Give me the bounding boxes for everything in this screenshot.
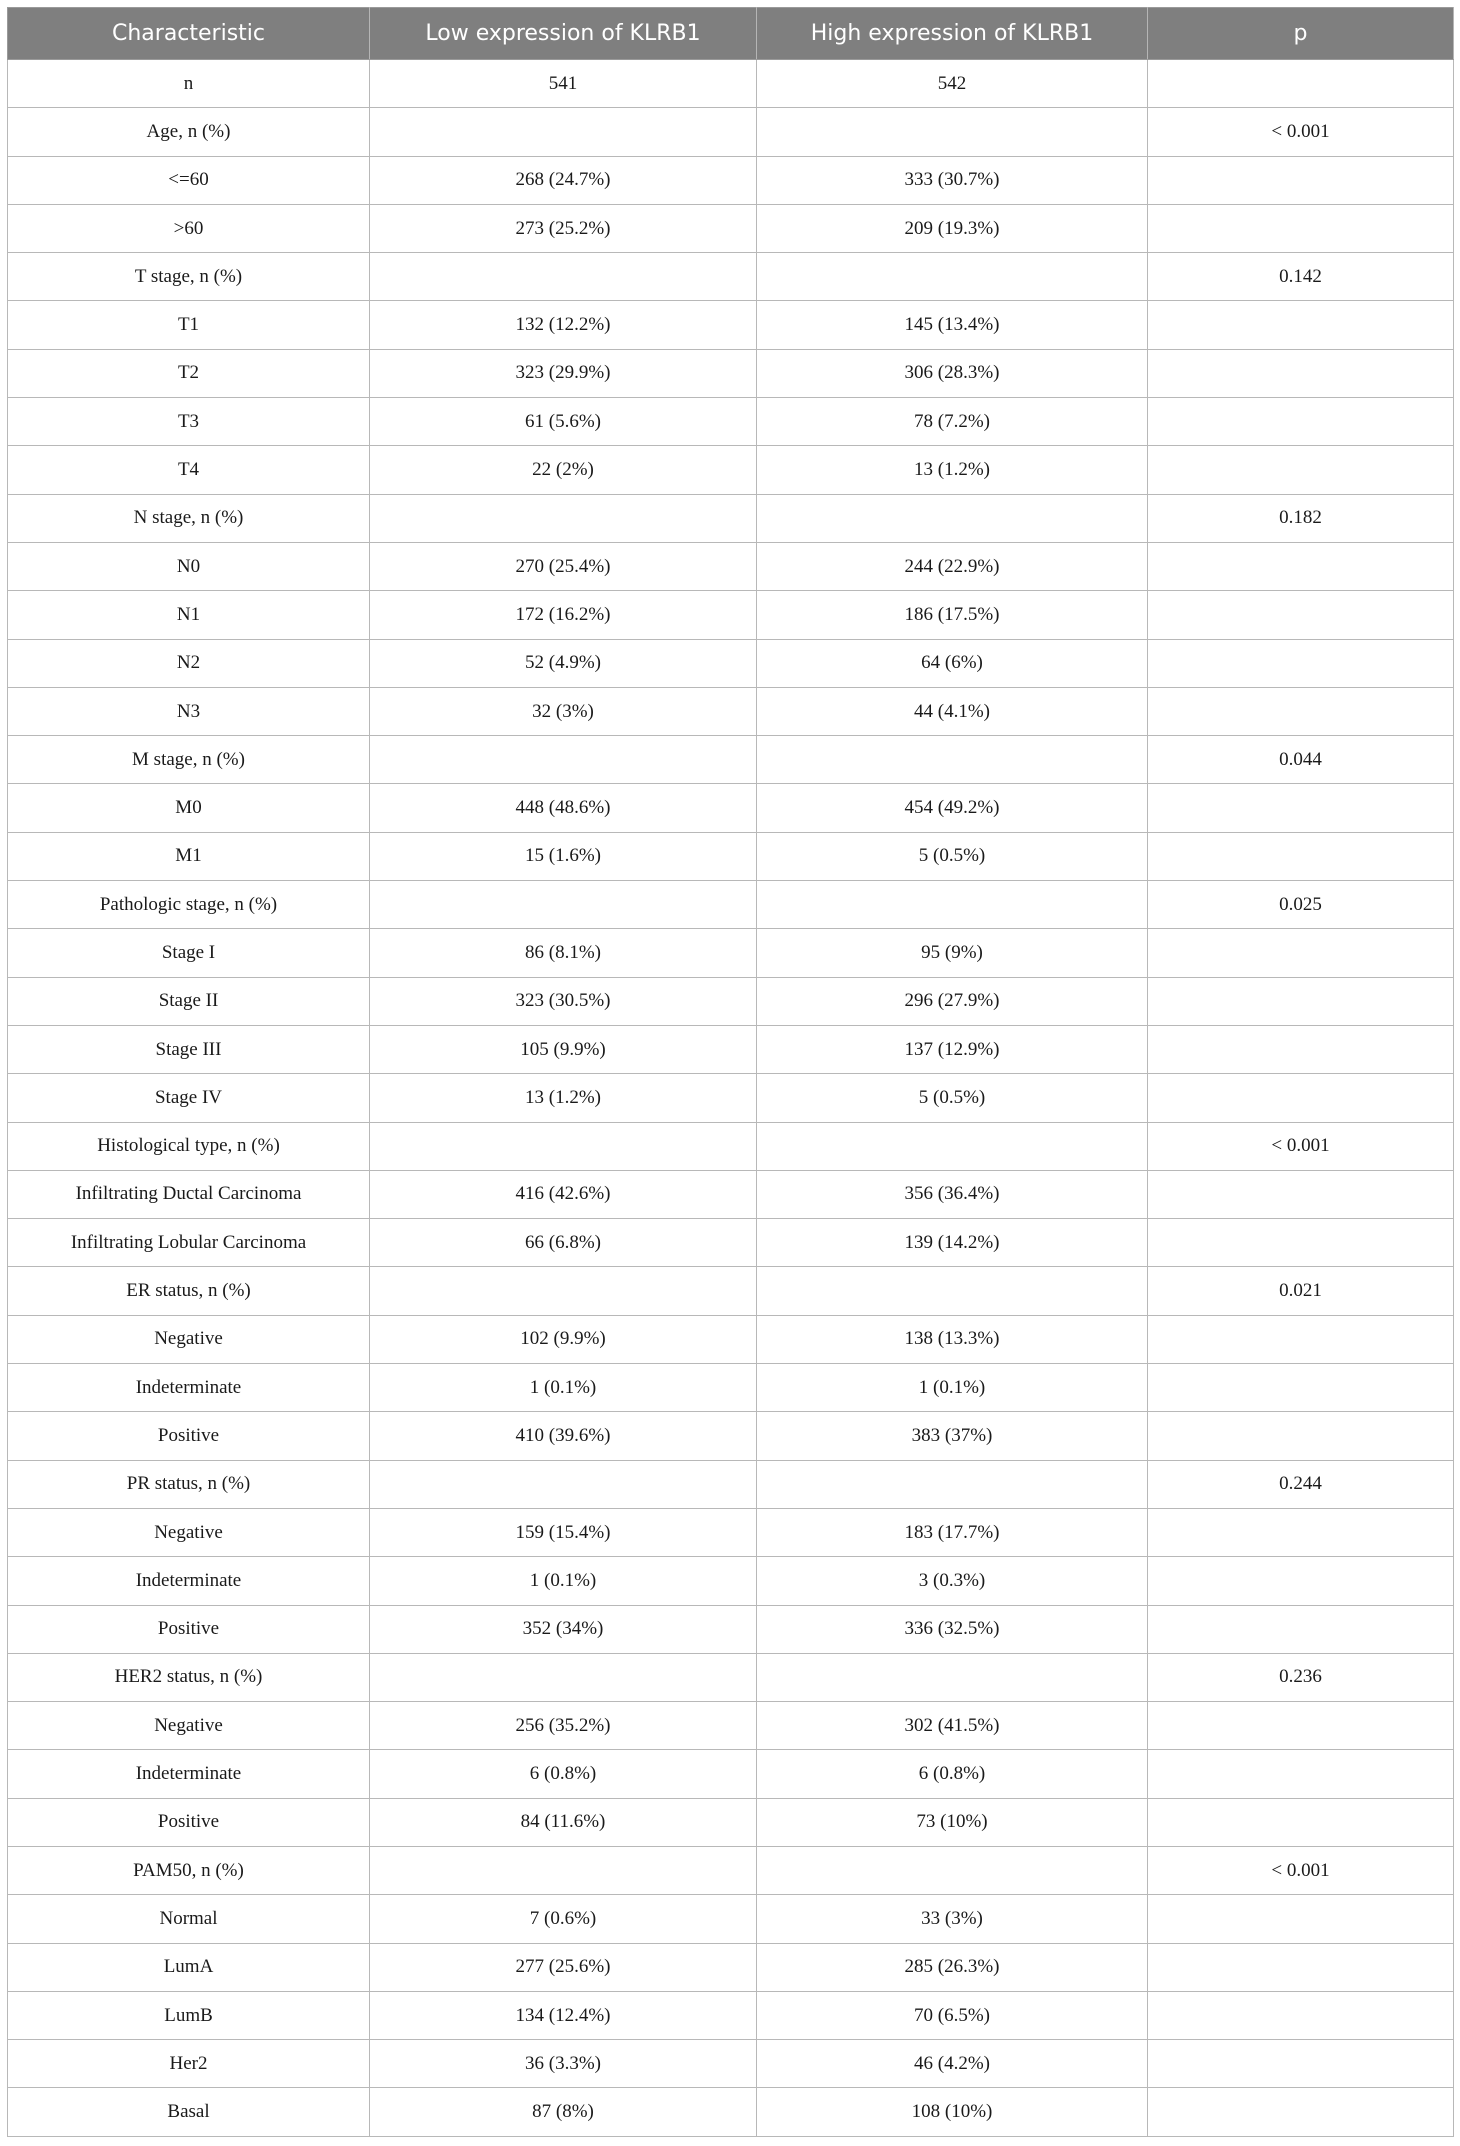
table-row xyxy=(8,1846,1454,1894)
table-row xyxy=(8,349,1454,397)
table-row xyxy=(8,1074,1454,1122)
table-row xyxy=(8,1267,1454,1315)
cell-characteristic: LumB xyxy=(8,1991,370,2039)
cell-p-value xyxy=(1148,2088,1454,2136)
cell-low-expression: 352 (34%) xyxy=(370,1605,757,1653)
cell-p-value xyxy=(1148,1170,1454,1218)
cell-low-expression: 66 (6.8%) xyxy=(370,1219,757,1267)
cell-p-value xyxy=(1148,2040,1454,2088)
cell-characteristic: Infiltrating Ductal Carcinoma xyxy=(8,1170,370,1218)
table-row xyxy=(8,494,1454,542)
cell-high-expression: 33 (3%) xyxy=(757,1895,1148,1943)
cell-high-expression: 209 (19.3%) xyxy=(757,204,1148,252)
cell-characteristic: M stage, n (%) xyxy=(8,736,370,784)
table-row xyxy=(8,639,1454,687)
header-characteristic: Characteristic xyxy=(8,8,370,60)
cell-high-expression: 139 (14.2%) xyxy=(757,1219,1148,1267)
cell-p-value: < 0.001 xyxy=(1148,1122,1454,1170)
cell-characteristic: Normal xyxy=(8,1895,370,1943)
cell-characteristic: Positive xyxy=(8,1412,370,1460)
cell-low-expression xyxy=(370,1653,757,1701)
cell-low-expression: 84 (11.6%) xyxy=(370,1798,757,1846)
cell-low-expression: 448 (48.6%) xyxy=(370,784,757,832)
cell-high-expression: 138 (13.3%) xyxy=(757,1315,1148,1363)
table-body xyxy=(8,60,1454,2137)
cell-p-value xyxy=(1148,156,1454,204)
cell-high-expression: 285 (26.3%) xyxy=(757,1943,1148,1991)
table-row xyxy=(8,1798,1454,1846)
table-row xyxy=(8,156,1454,204)
table-row xyxy=(8,1943,1454,1991)
cell-characteristic: N0 xyxy=(8,542,370,590)
cell-high-expression xyxy=(757,1460,1148,1508)
cell-low-expression: 270 (25.4%) xyxy=(370,542,757,590)
cell-low-expression: 134 (12.4%) xyxy=(370,1991,757,2039)
header-p-value: p xyxy=(1148,8,1454,60)
cell-p-value xyxy=(1148,832,1454,880)
table-row xyxy=(8,1364,1454,1412)
cell-high-expression xyxy=(757,881,1148,929)
cell-characteristic: T4 xyxy=(8,446,370,494)
cell-p-value xyxy=(1148,1074,1454,1122)
cell-high-expression: 5 (0.5%) xyxy=(757,832,1148,880)
cell-p-value: 0.182 xyxy=(1148,494,1454,542)
cell-characteristic: Indeterminate xyxy=(8,1557,370,1605)
cell-characteristic: Infiltrating Lobular Carcinoma xyxy=(8,1219,370,1267)
cell-p-value: 0.244 xyxy=(1148,1460,1454,1508)
table-row xyxy=(8,977,1454,1025)
cell-p-value xyxy=(1148,398,1454,446)
cell-characteristic: M1 xyxy=(8,832,370,880)
cell-p-value xyxy=(1148,1364,1454,1412)
cell-characteristic: <=60 xyxy=(8,156,370,204)
cell-low-expression: 61 (5.6%) xyxy=(370,398,757,446)
cell-p-value xyxy=(1148,1750,1454,1798)
cell-low-expression: 86 (8.1%) xyxy=(370,929,757,977)
cell-low-expression xyxy=(370,736,757,784)
cell-low-expression: 87 (8%) xyxy=(370,2088,757,2136)
cell-characteristic: Negative xyxy=(8,1702,370,1750)
cell-p-value xyxy=(1148,204,1454,252)
table-row xyxy=(8,542,1454,590)
header-low-expression: Low expression of KLRB1 xyxy=(370,8,757,60)
cell-high-expression: 356 (36.4%) xyxy=(757,1170,1148,1218)
cell-characteristic: Positive xyxy=(8,1798,370,1846)
table-row xyxy=(8,1315,1454,1363)
table-row xyxy=(8,881,1454,929)
cell-high-expression: 46 (4.2%) xyxy=(757,2040,1148,2088)
table-row xyxy=(8,1460,1454,1508)
cell-low-expression: 273 (25.2%) xyxy=(370,204,757,252)
table-header xyxy=(8,8,1454,60)
cell-characteristic: N stage, n (%) xyxy=(8,494,370,542)
cell-characteristic: Pathologic stage, n (%) xyxy=(8,881,370,929)
cell-p-value: < 0.001 xyxy=(1148,1846,1454,1894)
cell-low-expression: 52 (4.9%) xyxy=(370,639,757,687)
cell-high-expression: 64 (6%) xyxy=(757,639,1148,687)
cell-p-value xyxy=(1148,1798,1454,1846)
cell-p-value xyxy=(1148,446,1454,494)
cell-high-expression: 454 (49.2%) xyxy=(757,784,1148,832)
table-row xyxy=(8,832,1454,880)
table-row xyxy=(8,1750,1454,1798)
cell-characteristic: Stage I xyxy=(8,929,370,977)
cell-low-expression: 6 (0.8%) xyxy=(370,1750,757,1798)
cell-characteristic: LumA xyxy=(8,1943,370,1991)
cell-p-value: 0.021 xyxy=(1148,1267,1454,1315)
cell-high-expression: 383 (37%) xyxy=(757,1412,1148,1460)
cell-p-value xyxy=(1148,977,1454,1025)
cell-characteristic: Stage II xyxy=(8,977,370,1025)
cell-p-value: < 0.001 xyxy=(1148,108,1454,156)
table-row xyxy=(8,1702,1454,1750)
cell-low-expression: 15 (1.6%) xyxy=(370,832,757,880)
cell-high-expression: 73 (10%) xyxy=(757,1798,1148,1846)
cell-low-expression: 7 (0.6%) xyxy=(370,1895,757,1943)
table-row xyxy=(8,1653,1454,1701)
cell-low-expression xyxy=(370,108,757,156)
cell-low-expression: 410 (39.6%) xyxy=(370,1412,757,1460)
cell-p-value xyxy=(1148,60,1454,108)
cell-high-expression: 95 (9%) xyxy=(757,929,1148,977)
cell-high-expression: 1 (0.1%) xyxy=(757,1364,1148,1412)
cell-high-expression xyxy=(757,1267,1148,1315)
cell-low-expression: 36 (3.3%) xyxy=(370,2040,757,2088)
table-row xyxy=(8,253,1454,301)
cell-high-expression: 336 (32.5%) xyxy=(757,1605,1148,1653)
cell-characteristic: Her2 xyxy=(8,2040,370,2088)
cell-low-expression: 22 (2%) xyxy=(370,446,757,494)
cell-characteristic: Histological type, n (%) xyxy=(8,1122,370,1170)
table-row xyxy=(8,301,1454,349)
table-row xyxy=(8,398,1454,446)
cell-p-value xyxy=(1148,1943,1454,1991)
cell-low-expression: 13 (1.2%) xyxy=(370,1074,757,1122)
table-row xyxy=(8,1991,1454,2039)
cell-p-value xyxy=(1148,1315,1454,1363)
cell-characteristic: Stage III xyxy=(8,1025,370,1073)
cell-high-expression xyxy=(757,494,1148,542)
cell-p-value xyxy=(1148,1557,1454,1605)
cell-p-value xyxy=(1148,639,1454,687)
header-high-expression: High expression of KLRB1 xyxy=(757,8,1148,60)
cell-high-expression xyxy=(757,1846,1148,1894)
cell-high-expression: 244 (22.9%) xyxy=(757,542,1148,590)
table-row xyxy=(8,784,1454,832)
cell-characteristic: Basal xyxy=(8,2088,370,2136)
cell-low-expression: 268 (24.7%) xyxy=(370,156,757,204)
table-row xyxy=(8,1122,1454,1170)
cell-low-expression xyxy=(370,494,757,542)
cell-p-value xyxy=(1148,687,1454,735)
cell-characteristic: N2 xyxy=(8,639,370,687)
cell-low-expression: 105 (9.9%) xyxy=(370,1025,757,1073)
cell-p-value: 0.044 xyxy=(1148,736,1454,784)
cell-p-value xyxy=(1148,349,1454,397)
table-row xyxy=(8,1605,1454,1653)
cell-p-value xyxy=(1148,1991,1454,2039)
cell-high-expression: 296 (27.9%) xyxy=(757,977,1148,1025)
table-row xyxy=(8,1412,1454,1460)
cell-p-value: 0.142 xyxy=(1148,253,1454,301)
cell-high-expression xyxy=(757,108,1148,156)
table-row xyxy=(8,591,1454,639)
cell-characteristic: >60 xyxy=(8,204,370,252)
table-row xyxy=(8,1219,1454,1267)
table-row xyxy=(8,2040,1454,2088)
cell-low-expression xyxy=(370,1267,757,1315)
cell-high-expression: 186 (17.5%) xyxy=(757,591,1148,639)
cell-high-expression: 183 (17.7%) xyxy=(757,1508,1148,1556)
cell-characteristic: PR status, n (%) xyxy=(8,1460,370,1508)
cell-p-value xyxy=(1148,1895,1454,1943)
cell-p-value xyxy=(1148,784,1454,832)
table-row xyxy=(8,1557,1454,1605)
cell-characteristic: Negative xyxy=(8,1508,370,1556)
cell-high-expression xyxy=(757,736,1148,784)
cell-low-expression xyxy=(370,1846,757,1894)
table-row xyxy=(8,736,1454,784)
cell-characteristic: Indeterminate xyxy=(8,1364,370,1412)
cell-low-expression: 1 (0.1%) xyxy=(370,1364,757,1412)
cell-characteristic: PAM50, n (%) xyxy=(8,1846,370,1894)
cell-high-expression: 542 xyxy=(757,60,1148,108)
cell-characteristic: N3 xyxy=(8,687,370,735)
cell-high-expression: 302 (41.5%) xyxy=(757,1702,1148,1750)
characteristics-table-container xyxy=(7,7,1453,2137)
cell-low-expression xyxy=(370,1460,757,1508)
table-row xyxy=(8,108,1454,156)
table-row xyxy=(8,929,1454,977)
cell-high-expression: 70 (6.5%) xyxy=(757,1991,1148,2039)
cell-p-value xyxy=(1148,1412,1454,1460)
cell-characteristic: T stage, n (%) xyxy=(8,253,370,301)
table-row xyxy=(8,60,1454,108)
cell-low-expression: 323 (29.9%) xyxy=(370,349,757,397)
table-row xyxy=(8,204,1454,252)
cell-high-expression: 3 (0.3%) xyxy=(757,1557,1148,1605)
cell-p-value xyxy=(1148,542,1454,590)
cell-p-value xyxy=(1148,591,1454,639)
table-row xyxy=(8,1895,1454,1943)
cell-p-value xyxy=(1148,1508,1454,1556)
cell-high-expression: 108 (10%) xyxy=(757,2088,1148,2136)
cell-characteristic: ER status, n (%) xyxy=(8,1267,370,1315)
cell-low-expression: 277 (25.6%) xyxy=(370,1943,757,1991)
cell-low-expression: 1 (0.1%) xyxy=(370,1557,757,1605)
cell-characteristic: M0 xyxy=(8,784,370,832)
cell-low-expression: 256 (35.2%) xyxy=(370,1702,757,1750)
cell-p-value: 0.236 xyxy=(1148,1653,1454,1701)
cell-p-value xyxy=(1148,1702,1454,1750)
cell-low-expression: 541 xyxy=(370,60,757,108)
cell-low-expression: 159 (15.4%) xyxy=(370,1508,757,1556)
cell-p-value xyxy=(1148,1605,1454,1653)
cell-characteristic: Positive xyxy=(8,1605,370,1653)
cell-high-expression: 5 (0.5%) xyxy=(757,1074,1148,1122)
cell-characteristic: T1 xyxy=(8,301,370,349)
cell-high-expression: 306 (28.3%) xyxy=(757,349,1148,397)
cell-high-expression: 6 (0.8%) xyxy=(757,1750,1148,1798)
cell-low-expression: 323 (30.5%) xyxy=(370,977,757,1025)
table-row xyxy=(8,446,1454,494)
cell-low-expression: 172 (16.2%) xyxy=(370,591,757,639)
cell-high-expression: 78 (7.2%) xyxy=(757,398,1148,446)
table-row xyxy=(8,1025,1454,1073)
cell-low-expression xyxy=(370,253,757,301)
cell-high-expression xyxy=(757,253,1148,301)
cell-characteristic: n xyxy=(8,60,370,108)
cell-p-value xyxy=(1148,301,1454,349)
cell-p-value xyxy=(1148,1219,1454,1267)
header-row xyxy=(8,8,1454,60)
cell-high-expression: 13 (1.2%) xyxy=(757,446,1148,494)
cell-p-value xyxy=(1148,929,1454,977)
cell-low-expression: 102 (9.9%) xyxy=(370,1315,757,1363)
cell-low-expression: 416 (42.6%) xyxy=(370,1170,757,1218)
table-row xyxy=(8,1170,1454,1218)
cell-p-value: 0.025 xyxy=(1148,881,1454,929)
characteristics-table xyxy=(7,7,1454,2137)
cell-characteristic: Age, n (%) xyxy=(8,108,370,156)
cell-low-expression: 132 (12.2%) xyxy=(370,301,757,349)
table-row xyxy=(8,687,1454,735)
cell-characteristic: N1 xyxy=(8,591,370,639)
table-row xyxy=(8,2088,1454,2136)
cell-high-expression: 145 (13.4%) xyxy=(757,301,1148,349)
table-row xyxy=(8,1508,1454,1556)
cell-characteristic: T3 xyxy=(8,398,370,446)
cell-low-expression xyxy=(370,881,757,929)
cell-characteristic: T2 xyxy=(8,349,370,397)
cell-low-expression xyxy=(370,1122,757,1170)
cell-characteristic: HER2 status, n (%) xyxy=(8,1653,370,1701)
cell-low-expression: 32 (3%) xyxy=(370,687,757,735)
cell-characteristic: Negative xyxy=(8,1315,370,1363)
cell-high-expression xyxy=(757,1653,1148,1701)
cell-high-expression: 137 (12.9%) xyxy=(757,1025,1148,1073)
cell-characteristic: Stage IV xyxy=(8,1074,370,1122)
cell-high-expression: 44 (4.1%) xyxy=(757,687,1148,735)
cell-high-expression: 333 (30.7%) xyxy=(757,156,1148,204)
cell-high-expression xyxy=(757,1122,1148,1170)
cell-characteristic: Indeterminate xyxy=(8,1750,370,1798)
cell-p-value xyxy=(1148,1025,1454,1073)
